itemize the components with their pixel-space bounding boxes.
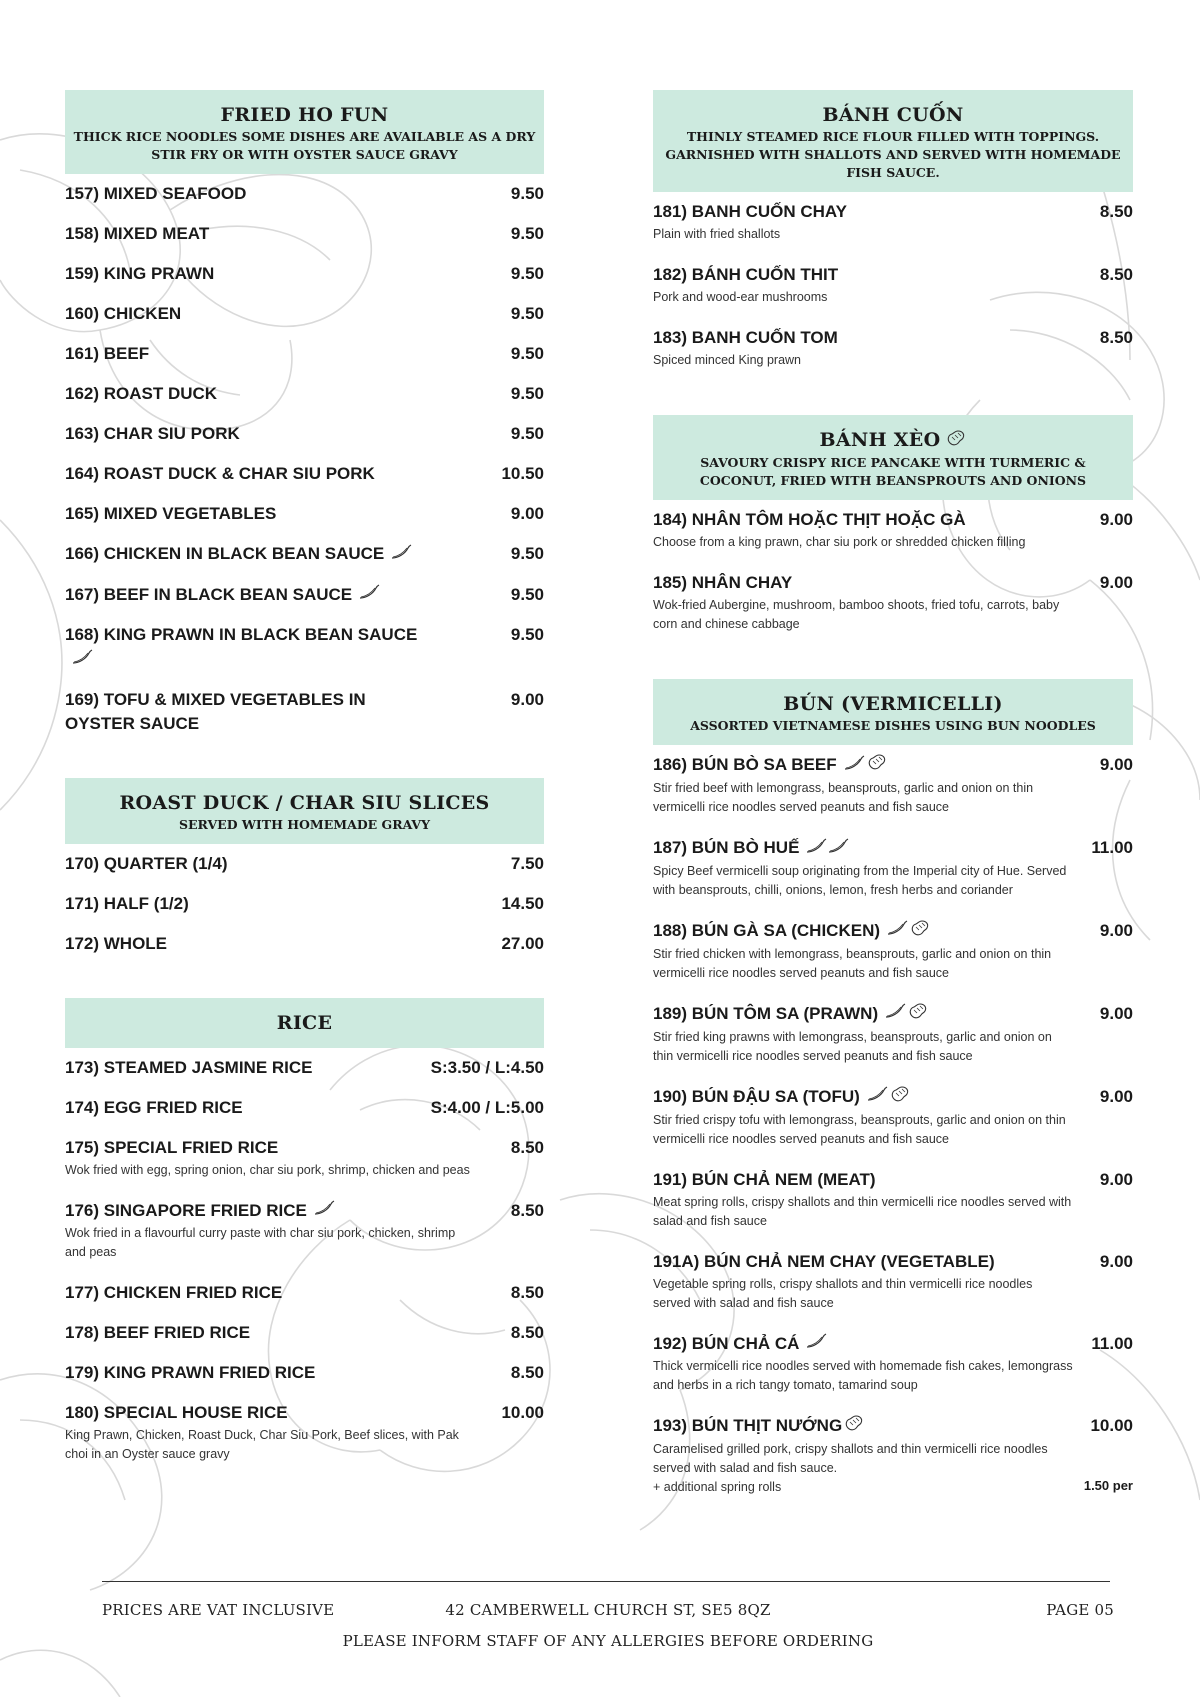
menu-item-name bbox=[65, 583, 435, 608]
menu-item-info bbox=[653, 200, 1090, 244]
menu-item bbox=[65, 502, 544, 526]
chili-icon bbox=[71, 648, 93, 672]
menu-item-info bbox=[65, 1056, 421, 1080]
menu-item-name-text: 176) SINGAPORE FRIED RICE bbox=[65, 1200, 307, 1220]
section-header bbox=[653, 679, 1133, 745]
menu-item-name-text: 189) BÚN TÔM SA (PRAWN) bbox=[653, 1003, 879, 1023]
menu-item-price: S:3.50 / L:4.50 bbox=[430, 1057, 544, 1077]
section-title-text: RICE bbox=[276, 1011, 333, 1034]
menu-item-price: 8.50 bbox=[1099, 328, 1133, 347]
menu-item-name-text: 193) BÚN THỊT NƯỚNG bbox=[653, 1416, 843, 1436]
menu-item-price: 8.50 bbox=[1099, 202, 1133, 221]
menu-item-info bbox=[653, 753, 1090, 817]
menu-item-info bbox=[65, 623, 435, 672]
menu-item-name bbox=[65, 852, 435, 876]
menu-item-info bbox=[65, 182, 435, 206]
menu-item-name bbox=[65, 1281, 435, 1305]
menu-item-name-text: 170) QUARTER (1/4) bbox=[65, 853, 228, 873]
menu-item-info bbox=[65, 932, 435, 956]
menu-item-info bbox=[65, 688, 435, 736]
menu-item-name-text: 177) CHICKEN FRIED RICE bbox=[65, 1283, 283, 1303]
menu-item-info bbox=[65, 422, 435, 446]
menu-item-price: 8.50 bbox=[510, 1363, 544, 1383]
menu-item-name-text: 172) WHOLE bbox=[65, 933, 168, 953]
menu-item-name-text: 191A) BÚN CHẢ NEM CHAY (VEGETABLE) bbox=[653, 1251, 995, 1271]
section-title-text: BÚN (VERMICELLI) bbox=[783, 693, 1003, 715]
menu-item bbox=[653, 1085, 1133, 1149]
menu-item bbox=[65, 222, 544, 246]
menu-item-name bbox=[65, 502, 435, 526]
menu-item-name bbox=[653, 200, 1090, 224]
menu-item-price: 9.50 bbox=[510, 544, 544, 563]
menu-item-name-text: 161) BEEF bbox=[65, 344, 150, 363]
menu-item-info bbox=[65, 852, 435, 876]
menu-item-name-text: 179) KING PRAWN FRIED RICE bbox=[65, 1363, 316, 1383]
section-title-text: FRIED HO FUN bbox=[220, 104, 389, 126]
menu-item-price: 9.00 bbox=[1099, 755, 1133, 774]
menu-item bbox=[653, 1332, 1133, 1396]
menu-item-name bbox=[653, 571, 1090, 595]
menu-item-info bbox=[65, 342, 435, 366]
menu-item-name bbox=[653, 1002, 1090, 1027]
chili-icon bbox=[866, 1085, 888, 1109]
menu-item-name-text: 181) BANH CUỐN CHAY bbox=[653, 202, 847, 221]
menu-item-name-text: 168) KING PRAWN IN BLACK BEAN SAUCE bbox=[65, 625, 418, 645]
section-subtitle: THINLY STEAMED RICE FLOUR FILLED WITH TOPPINGS. GARNISHED WITH SHALLOTS AND SERVED WITH HOMEMADE FISH SAUCE. bbox=[665, 129, 1121, 180]
menu-item bbox=[65, 182, 544, 206]
menu-item bbox=[653, 753, 1133, 817]
menu-item-price: 9.00 bbox=[510, 689, 544, 709]
menu-item-price: 11.00 bbox=[1091, 838, 1133, 858]
menu-item-info bbox=[65, 892, 435, 916]
menu-item-name-text: 180) SPECIAL HOUSE RICE bbox=[65, 1403, 288, 1423]
menu-item-name-text: 174) EGG FRIED RICE bbox=[65, 1097, 243, 1117]
menu-item bbox=[653, 263, 1133, 307]
menu-item-price: 10.50 bbox=[501, 464, 544, 483]
menu-item-price: 8.50 bbox=[510, 1323, 544, 1343]
section-subtitle: ASSORTED VIETNAMESE DISHES USING BUN NOODLES bbox=[690, 718, 1096, 733]
menu-item-name bbox=[65, 262, 435, 286]
menu-item-description: Spicy Beef vermicelli soup originating from the Imperial city of Hue. Served with beansprouts, chilli, onions, lemon, fresh herbs and coriander bbox=[653, 863, 1067, 897]
menu-item-name-text: 190) BÚN ĐẬU SA (TOFU) bbox=[653, 1086, 860, 1106]
menu-item-price: 9.50 bbox=[510, 424, 544, 443]
menu-item-description: Stir fried crispy tofu with lemongrass, beansprouts, garlic and onion on thin vermicelli rice noodles served peanuts and fish sauce bbox=[653, 1112, 1066, 1146]
menu-item-description: Stir fried king prawns with lemongrass, beansprouts, garlic and onion on thin vermicelli rice noodles served peanuts and fish sauce bbox=[653, 1029, 1052, 1063]
section-bun bbox=[653, 679, 1133, 1497]
menu-item-description: Stir fried chicken with lemongrass, beansprouts, garlic and onion on thin vermicelli rice noodles served peanuts and fish sauce bbox=[653, 946, 1052, 980]
menu-item-info bbox=[653, 1250, 1090, 1313]
peanut-icon bbox=[908, 1002, 928, 1027]
menu-item-name-text: 183) BANH CUỐN TOM bbox=[653, 328, 838, 347]
menu-item bbox=[653, 1414, 1133, 1478]
menu-item-name bbox=[65, 1056, 421, 1080]
section-header bbox=[65, 998, 544, 1048]
menu-item-info bbox=[65, 1361, 435, 1385]
menu-item-info bbox=[65, 1096, 421, 1120]
chili-icon bbox=[805, 1332, 827, 1356]
menu-item-name bbox=[653, 1414, 1080, 1439]
menu-item-extra-price: 1.50 per bbox=[1083, 1478, 1133, 1494]
section-subtitle: THICK RICE NOODLES SOME DISHES ARE AVAILABLE AS A DRY STIR FRY OR WITH OYSTER SAUCE GRAVY bbox=[73, 129, 536, 162]
menu-item-price: 8.50 bbox=[510, 1283, 544, 1303]
chili-icon bbox=[827, 837, 849, 861]
menu-item-name bbox=[653, 1085, 1090, 1110]
menu-item bbox=[65, 1056, 544, 1080]
section-subtitle: SERVED WITH HOMEMADE GRAVY bbox=[178, 816, 431, 832]
menu-item-list bbox=[65, 852, 544, 956]
menu-item-list bbox=[65, 1056, 544, 1465]
menu-item-price: 9.00 bbox=[1099, 1169, 1133, 1189]
menu-item-price: 9.50 bbox=[510, 384, 544, 403]
menu-item-description: Pork and wood-ear mushrooms bbox=[653, 290, 828, 304]
menu-item-name bbox=[65, 932, 435, 956]
menu-item-name bbox=[65, 222, 435, 246]
section-title bbox=[661, 103, 1125, 127]
menu-item-description: King Prawn, Chicken, Roast Duck, Char Siu Pork, Beef slices, with Pak choi in an Oyster sauce gravy bbox=[65, 1428, 459, 1462]
menu-item-description: Spiced minced King prawn bbox=[653, 353, 801, 367]
section-rice bbox=[65, 998, 544, 1465]
menu-item-name-text: 167) BEEF IN BLACK BEAN SAUCE bbox=[65, 584, 353, 604]
menu-item-name bbox=[65, 182, 435, 206]
menu-item bbox=[65, 1136, 544, 1180]
menu-item-name-text: 184) NHÂN TÔM HOẶC THỊT HOẶC GÀ bbox=[653, 510, 966, 529]
menu-item-info bbox=[653, 1085, 1090, 1149]
menu-item-info bbox=[653, 919, 1090, 983]
menu-item-name bbox=[653, 753, 1090, 778]
chili-icon bbox=[884, 1002, 906, 1026]
menu-item-name-text: 159) KING PRAWN bbox=[65, 264, 215, 283]
menu-item bbox=[65, 342, 544, 366]
section-header bbox=[65, 90, 544, 174]
menu-item bbox=[653, 836, 1133, 900]
menu-item-name bbox=[65, 688, 435, 736]
menu-item-name bbox=[653, 1168, 1090, 1192]
menu-item-extra bbox=[653, 1478, 1133, 1497]
menu-item-name bbox=[65, 542, 435, 567]
menu-item-info bbox=[65, 542, 435, 567]
menu-item bbox=[65, 1281, 544, 1305]
section-title-text: ROAST DUCK / CHAR SIU SLICES bbox=[119, 791, 490, 814]
menu-item-price: 14.50 bbox=[501, 893, 544, 913]
menu-item-info bbox=[65, 262, 435, 286]
menu-item bbox=[65, 583, 544, 608]
menu-item-name bbox=[65, 1321, 435, 1345]
menu-item-name-text: 158) MIXED MEAT bbox=[65, 224, 210, 243]
menu-item-description: Vegetable spring rolls, crispy shallots and thin vermicelli rice noodles served with salad and fish sauce bbox=[653, 1276, 1033, 1310]
menu-item-info bbox=[65, 1281, 435, 1305]
section-title bbox=[73, 791, 536, 815]
menu-item bbox=[653, 326, 1133, 370]
menu-item-description: Caramelised grilled pork, crispy shallots and thin vermicelli rice noodles served with salad and fish sauce. bbox=[653, 1442, 1048, 1476]
menu-item-name bbox=[65, 342, 435, 366]
menu-item-name bbox=[65, 1401, 491, 1425]
menu-item-price: 9.00 bbox=[1099, 510, 1133, 529]
menu-item-description: Wok-fried Aubergine, mushroom, bamboo shoots, fried tofu, carrots, baby corn and chinese cabbage bbox=[653, 598, 1060, 631]
menu-item-name-text: 171) HALF (1/2) bbox=[65, 893, 189, 913]
footer-divider bbox=[102, 1581, 1110, 1582]
chili-icon bbox=[313, 1199, 335, 1223]
menu-item bbox=[653, 508, 1133, 552]
menu-item-name bbox=[65, 623, 435, 672]
menu-item-name bbox=[65, 462, 435, 486]
section-subtitle: SAVOURY CRISPY RICE PANCAKE WITH TURMERIC & COCONUT, FRIED WITH BEANSPROUTS AND ONIONS bbox=[699, 455, 1087, 488]
footer-address: 42 CAMBERWELL CHURCH ST, SE5 8QZ bbox=[445, 1601, 771, 1619]
menu-item-name bbox=[653, 836, 1081, 861]
menu-item-name bbox=[65, 1361, 435, 1385]
menu-item-price: 8.50 bbox=[510, 1200, 544, 1220]
menu-item-info bbox=[65, 302, 435, 326]
menu-item bbox=[653, 571, 1133, 634]
menu-item bbox=[65, 262, 544, 286]
footer-allergy-note: PLEASE INFORM STAFF OF ANY ALLERGIES BEFORE ORDERING bbox=[342, 1632, 874, 1650]
menu-item-price: 9.50 bbox=[510, 584, 544, 604]
menu-item-info bbox=[65, 462, 435, 486]
menu-item-price: 10.00 bbox=[1090, 1416, 1133, 1436]
menu-item-name bbox=[653, 326, 1090, 350]
menu-item bbox=[65, 1321, 544, 1345]
peanut-icon bbox=[867, 753, 887, 778]
chili-icon bbox=[390, 543, 412, 567]
menu-item-info bbox=[65, 1401, 491, 1464]
menu-item bbox=[65, 1199, 544, 1263]
right-column bbox=[653, 90, 1133, 1507]
menu-item bbox=[65, 542, 544, 567]
section-title bbox=[661, 692, 1125, 716]
menu-item-name-text: 187) BÚN BÒ HUẾ bbox=[653, 838, 800, 858]
section-title bbox=[73, 1011, 536, 1035]
menu-item-price: 9.50 bbox=[510, 344, 544, 363]
menu-item-list bbox=[653, 200, 1133, 370]
menu-item bbox=[653, 919, 1133, 983]
menu-item-name bbox=[65, 422, 435, 446]
menu-item-description: Stir fried beef with lemongrass, beansprouts, garlic and onion on thin vermicelli rice noodles served peanuts and fish sauce bbox=[653, 781, 1034, 815]
menu-item-price: 9.50 bbox=[510, 184, 544, 203]
menu-item-description: Plain with fried shallots bbox=[653, 227, 781, 241]
section-header bbox=[65, 778, 544, 844]
menu-item-info bbox=[65, 1136, 501, 1180]
menu-item-list bbox=[653, 508, 1133, 634]
menu-item-name-text: 188) BÚN GÀ SA (CHICKEN) bbox=[653, 920, 881, 940]
menu-item-info bbox=[653, 1168, 1090, 1231]
peanut-icon bbox=[910, 919, 930, 944]
menu-item-name bbox=[653, 919, 1090, 944]
menu-item-description: Thick vermicelli rice noodles served with homemade fish cakes, lemongrass and herbs in a rich tangy tomato, tamarind soup bbox=[653, 1359, 1073, 1393]
menu-item bbox=[65, 1361, 544, 1385]
menu-item-name bbox=[65, 1136, 501, 1160]
section-banh-cuon bbox=[653, 90, 1133, 370]
menu-item-name-text: 178) BEEF FRIED RICE bbox=[65, 1323, 251, 1343]
menu-item-name-text: 173) STEAMED JASMINE RICE bbox=[65, 1057, 313, 1077]
menu-item-description: Wok fried with egg, spring onion, char siu pork, shrimp, chicken and peas bbox=[65, 1162, 470, 1177]
menu-item-price: 9.00 bbox=[1099, 1003, 1133, 1023]
menu-item bbox=[65, 688, 544, 736]
menu-item-info bbox=[65, 502, 435, 526]
menu-item bbox=[653, 1002, 1133, 1066]
menu-item-name bbox=[65, 1096, 421, 1120]
section-header bbox=[653, 90, 1133, 192]
menu-item-info bbox=[65, 222, 435, 246]
menu-item bbox=[65, 462, 544, 486]
menu-item bbox=[65, 1096, 544, 1120]
peanut-icon bbox=[890, 1085, 910, 1110]
menu-item bbox=[65, 623, 544, 672]
menu-item bbox=[65, 932, 544, 956]
menu-item-info bbox=[653, 263, 1090, 307]
chili-icon bbox=[805, 837, 827, 861]
menu-item-info bbox=[65, 583, 435, 608]
chili-icon bbox=[886, 919, 908, 943]
menu-item bbox=[653, 1168, 1133, 1231]
menu-item-name bbox=[653, 508, 1090, 532]
menu-item-info bbox=[653, 1002, 1090, 1066]
menu-item-price: 11.00 bbox=[1091, 1333, 1133, 1353]
section-banh-xeo bbox=[653, 415, 1133, 634]
menu-item-price: 9.50 bbox=[510, 304, 544, 323]
menu-item-extra-label: + additional spring rolls bbox=[653, 1480, 782, 1495]
peanut-icon bbox=[946, 429, 966, 453]
section-title-text: BÁNH CUỐN bbox=[822, 104, 964, 126]
menu-item-name-text: 175) SPECIAL FRIED RICE bbox=[65, 1137, 279, 1157]
menu-item-name-text: 162) ROAST DUCK bbox=[65, 384, 218, 403]
menu-item-description: Wok fried in a flavourful curry paste with char siu pork, chicken, shrimp and peas bbox=[65, 1226, 456, 1260]
menu-item-name-text: 160) CHICKEN bbox=[65, 304, 182, 323]
menu-item bbox=[653, 1250, 1133, 1313]
menu-item-name bbox=[653, 263, 1090, 287]
menu-item-info bbox=[65, 382, 435, 406]
section-title bbox=[73, 103, 536, 127]
menu-item-name-text: 192) BÚN CHẢ CÁ bbox=[653, 1333, 800, 1353]
menu-item-name-text: 191) BÚN CHẢ NEM (MEAT) bbox=[653, 1169, 876, 1189]
menu-item-name-text: 185) NHÂN CHAY bbox=[653, 573, 793, 592]
menu-item-info bbox=[653, 1332, 1081, 1396]
menu-item-list bbox=[653, 753, 1133, 1497]
chili-icon bbox=[358, 583, 380, 607]
menu-item-price: 9.00 bbox=[1099, 920, 1133, 940]
menu-item-description: Choose from a king prawn, char siu pork or shredded chicken filling bbox=[653, 535, 1026, 549]
menu-item-info bbox=[65, 1321, 435, 1345]
menu-item-name bbox=[653, 1332, 1081, 1357]
menu-item-name-text: 169) TOFU & MIXED VEGETABLES IN OYSTER SAUCE bbox=[65, 689, 366, 733]
menu-item-price: 9.00 bbox=[510, 504, 544, 523]
menu-item-price: 9.50 bbox=[510, 264, 544, 283]
menu-item-name-text: 166) CHICKEN IN BLACK BEAN SAUCE bbox=[65, 544, 385, 563]
menu-item-name bbox=[653, 1250, 1090, 1274]
menu-item-info bbox=[653, 326, 1090, 370]
peanut-icon bbox=[844, 1414, 864, 1439]
menu-item-name bbox=[65, 892, 435, 916]
menu-item-price: 8.50 bbox=[1099, 265, 1133, 284]
menu-item-name bbox=[65, 1199, 501, 1224]
menu-item-price: 7.50 bbox=[510, 853, 544, 873]
menu-item-info bbox=[653, 836, 1081, 900]
menu-item-price: 10.00 bbox=[501, 1403, 544, 1423]
left-column bbox=[65, 90, 544, 1483]
menu-item-name-text: 164) ROAST DUCK & CHAR SIU PORK bbox=[65, 464, 375, 483]
menu-item-price: 9.00 bbox=[1099, 573, 1133, 592]
footer-page-number: PAGE 05 bbox=[1046, 1601, 1114, 1619]
menu-item bbox=[65, 302, 544, 326]
menu-item-price: 9.50 bbox=[510, 224, 544, 243]
menu-item bbox=[65, 892, 544, 916]
menu-item-info bbox=[653, 571, 1090, 634]
menu-item bbox=[65, 1401, 544, 1464]
menu-item bbox=[653, 200, 1133, 244]
menu-item-price: 9.50 bbox=[510, 625, 544, 645]
menu-item-price: 9.00 bbox=[1099, 1251, 1133, 1271]
menu-item-name-text: 165) MIXED VEGETABLES bbox=[65, 504, 277, 523]
menu-item-description: Meat spring rolls, crispy shallots and thin vermicelli rice noodles served with salad and fish sauce bbox=[653, 1194, 1072, 1228]
menu-item-name-text: 163) CHAR SIU PORK bbox=[65, 424, 240, 443]
menu-item bbox=[65, 852, 544, 876]
menu-item bbox=[65, 382, 544, 406]
menu-item-list bbox=[65, 182, 544, 736]
menu-item bbox=[65, 422, 544, 446]
menu-item-price: 9.00 bbox=[1099, 1086, 1133, 1106]
menu-item-info bbox=[653, 508, 1090, 552]
section-title-text: BÁNH XÈO bbox=[819, 429, 941, 451]
menu-item-name bbox=[65, 382, 435, 406]
menu-item-info bbox=[653, 1414, 1080, 1478]
menu-item-price: 8.50 bbox=[510, 1137, 544, 1157]
menu-item-name bbox=[65, 302, 435, 326]
section-title bbox=[661, 428, 1125, 453]
menu-item-name-text: 186) BÚN BÒ SA BEEF bbox=[653, 755, 837, 774]
section-header bbox=[653, 415, 1133, 500]
menu-item-price: 27.00 bbox=[501, 933, 544, 953]
section-fried-ho-fun bbox=[65, 90, 544, 736]
menu-item-price: S:4.00 / L:5.00 bbox=[430, 1097, 544, 1117]
section-roast-duck bbox=[65, 778, 544, 956]
chili-icon bbox=[843, 754, 865, 778]
menu-item-name-text: 182) BÁNH CUỐN THIT bbox=[653, 265, 839, 284]
menu-item-info bbox=[65, 1199, 501, 1263]
menu-item-name-text: 157) MIXED SEAFOOD bbox=[65, 184, 247, 203]
footer-vat-note: PRICES ARE VAT INCLUSIVE bbox=[102, 1601, 335, 1619]
